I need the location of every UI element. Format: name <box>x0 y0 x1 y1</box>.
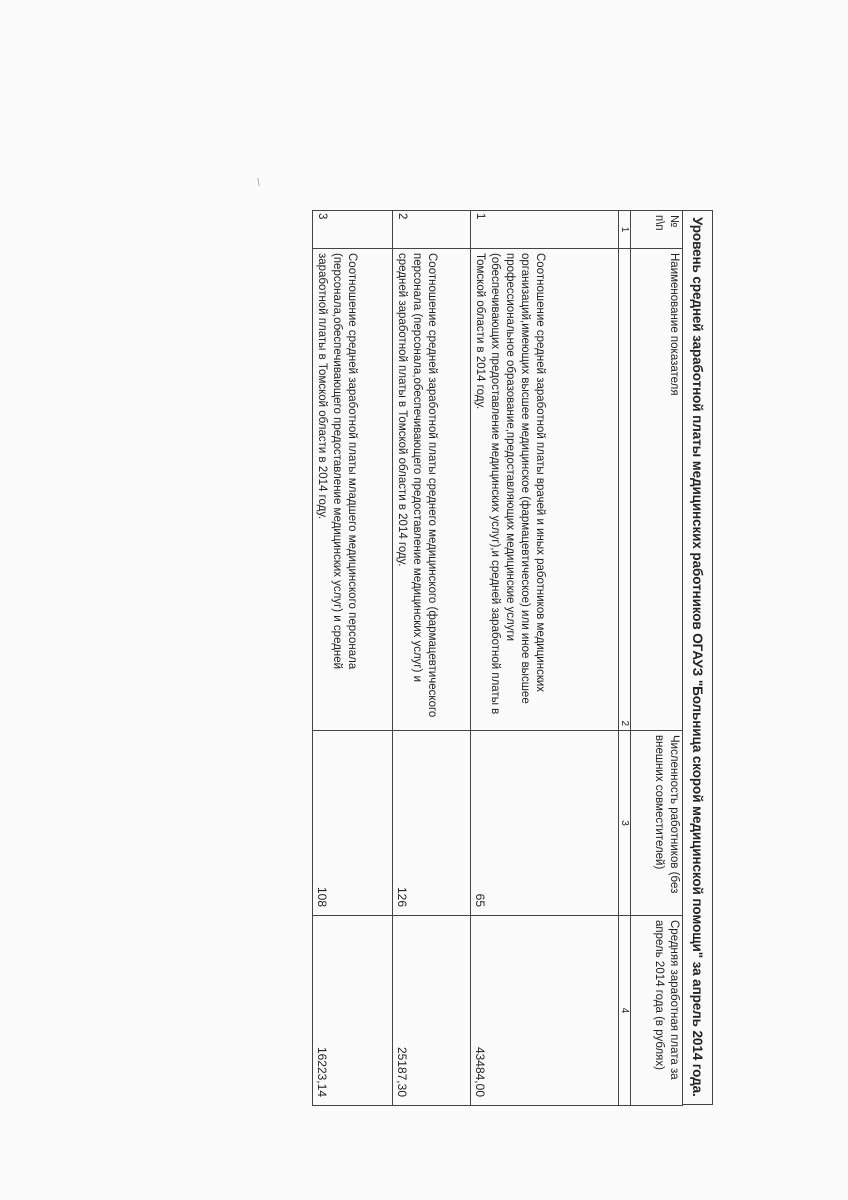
employee-count: 65 <box>471 731 619 916</box>
indicator-name: Соотношение средней заработной платы врачей и иных работников медицинских организаций,имеющих высшее медицинское (фармацевтическое) или иное высшее профессиональное образование,предоставляющих медицинские услуги (обеспечивающих предоставление медицинских услуг),и средней заработной платы в Томской области в 2014 году. <box>471 249 619 731</box>
document-title: Уровень средней заработной платы медицинских работников ОГАУЗ "Больница скорой медицинской помощи" за апрель 2014 года. <box>683 210 713 1105</box>
table-row <box>393 211 471 1106</box>
average-salary: 16223,14 <box>313 916 393 1106</box>
column-number: 1 <box>619 211 631 249</box>
indicator-name: Соотношение средней заработной платы среднего медицинского (фармацевтического персонала (персонала,обеспечивающего предоставление медицинских услуг) и средней заработной платы в Томской области в 2014 году. <box>393 249 471 731</box>
salary-table <box>312 210 683 1106</box>
table-row <box>313 211 393 1106</box>
employee-count: 126 <box>393 731 471 916</box>
table-header-row <box>631 211 683 1106</box>
column-number: 2 <box>619 249 631 731</box>
employee-count: 108 <box>313 731 393 916</box>
row-number: 2 <box>393 211 471 249</box>
header-employee-count: Численность работников (без внешних совместителей) <box>631 731 683 916</box>
column-number: 4 <box>619 916 631 1106</box>
table-row <box>471 211 619 1106</box>
stray-pen-mark <box>257 178 259 186</box>
rotated-document <box>235 210 713 1105</box>
column-number: 3 <box>619 731 631 916</box>
header-average-salary: Средняя заработная плата за апрель 2014 года (в рублях) <box>631 916 683 1106</box>
row-number: 1 <box>471 211 619 249</box>
row-number: 3 <box>313 211 393 249</box>
indicator-name: Соотношение средней заработной платы младшего медицинского персонала (персонала,обеспечивающего предоставление медицинских услуг) и средней заработной платы в Томской области в 2014 году. <box>313 249 393 731</box>
average-salary: 25187,30 <box>393 916 471 1106</box>
header-indicator-name: Наименование показателя <box>631 249 683 731</box>
header-number: № п\п <box>631 211 683 249</box>
average-salary: 43484,00 <box>471 916 619 1106</box>
column-number-row <box>619 211 631 1106</box>
